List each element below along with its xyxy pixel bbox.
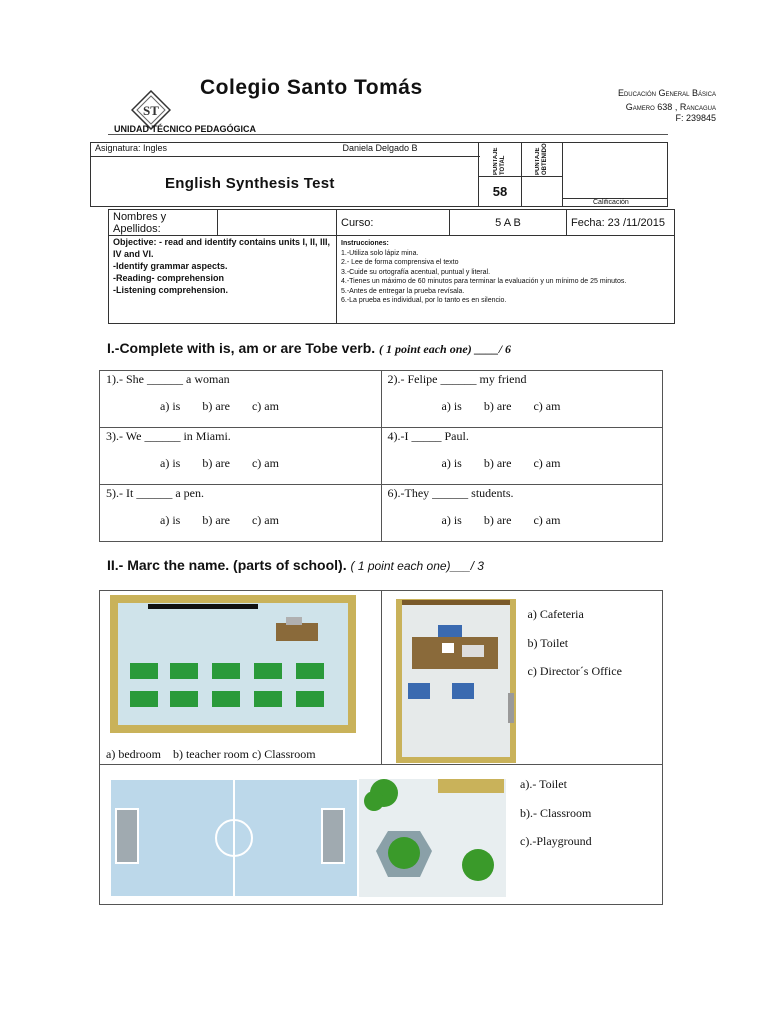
teacher: Daniela Delgado B <box>342 143 418 153</box>
office-picture <box>394 597 518 765</box>
grade-cell <box>563 143 668 207</box>
section1-points: ( 1 point each one) ____/ 6 <box>379 342 512 356</box>
score-obtained-label: PUNTAJE OBTENIDO <box>535 143 548 175</box>
picture-question-2 <box>381 591 663 765</box>
info-table-top <box>90 142 668 207</box>
score-obtained-header <box>522 143 563 177</box>
grade-label: Calificación <box>563 198 667 206</box>
question-3 <box>100 428 382 485</box>
question-5-option-c[interactable]: c) am <box>251 513 279 527</box>
objective-line-2: -Identify grammar aspects. <box>113 261 228 271</box>
question-5-option-b[interactable]: b) are <box>202 513 230 527</box>
score-obtained-value[interactable] <box>522 177 563 207</box>
names-label: Nombres y Apellidos: <box>109 210 218 236</box>
section1-table <box>99 370 663 542</box>
right-info-3: F: 239845 <box>675 113 716 123</box>
date: Fecha: 23 /11/2015 <box>567 210 675 236</box>
header-divider <box>108 134 668 135</box>
question-3-option-c[interactable]: c) am <box>251 456 279 470</box>
question-3-option-b[interactable]: b) are <box>202 456 230 470</box>
section1-heading <box>107 340 511 357</box>
instruction-2: 2.- Lee de forma comprensiva el texto <box>341 259 459 266</box>
question-3-text: 3).- We ______ in Miami. <box>106 429 231 443</box>
section2-heading <box>107 557 484 573</box>
picture-question-3 <box>100 765 663 905</box>
objective-line-4: -Listening comprehension. <box>113 285 229 295</box>
course-label: Curso: <box>337 210 450 236</box>
question-1-option-a[interactable]: a) is <box>160 399 181 413</box>
test-title: English Synthesis Test <box>165 175 335 192</box>
instruction-6: 6.-La prueba es individual, por lo tanto es en silencio. <box>341 297 507 304</box>
classroom-picture <box>108 593 358 737</box>
subject-cell <box>91 143 479 157</box>
instruction-4: 4.-Tienes un máximo de 60 minutos para terminar la evaluación y un mínimo de 25 minutos. <box>341 278 627 285</box>
playground-picture <box>108 773 508 903</box>
question-2 <box>381 371 663 428</box>
question-2-option-a[interactable]: a) is <box>441 399 462 413</box>
question-6-text: 6).-They ______ students. <box>387 486 514 500</box>
info-table-bottom <box>108 209 675 324</box>
course-value: 5 A B <box>450 210 567 236</box>
question-2-option-b[interactable]: b) are <box>483 399 512 413</box>
section2-title: II.- Marc the name. (parts of school). <box>107 557 347 573</box>
question-6-option-a[interactable]: a) is <box>441 513 462 527</box>
objective-cell <box>109 236 337 324</box>
question-2-option-c[interactable]: c) Director´s Office <box>527 664 622 678</box>
question-3-option-a[interactable]: a) is <box>160 456 181 470</box>
question-4-option-b[interactable]: b) are <box>483 456 512 470</box>
question-6-option-c[interactable]: c) am <box>533 513 561 527</box>
question-2-text: 2).- Felipe ______ my friend <box>387 372 527 386</box>
section2-table <box>99 590 663 905</box>
score-total-value: 58 <box>479 177 522 207</box>
question-1-options[interactable]: a) bedroom b) teacher room c) Classroom <box>106 747 316 761</box>
question-6 <box>381 485 663 542</box>
question-6-option-b[interactable]: b) are <box>483 513 512 527</box>
section1-title: I.-Complete with is, am or are Tobe verb. <box>107 340 376 356</box>
question-5 <box>100 485 382 542</box>
question-5-text: 5).- It ______ a pen. <box>106 486 204 500</box>
score-total-label: PUNTAJE TOTAL <box>493 147 506 175</box>
question-3-option-a[interactable]: a).- Toilet <box>520 777 567 791</box>
question-3-option-c[interactable]: c).-Playground <box>520 834 592 848</box>
unit-label: UNIDAD TÉCNICO PEDAGÓGICA <box>114 124 257 134</box>
objective-line-3: -Reading- comprehension <box>113 273 225 283</box>
picture-question-1 <box>100 591 382 765</box>
title-cell <box>91 157 479 207</box>
instructions-cell <box>337 236 675 324</box>
question-3-option-b[interactable]: b).- Classroom <box>520 806 592 820</box>
question-1-text: 1).- She ______ a woman <box>106 372 230 386</box>
question-2-option-a[interactable]: a) Cafeteria <box>527 607 584 621</box>
question-5-option-a[interactable]: a) is <box>160 513 181 527</box>
question-4-option-a[interactable]: a) is <box>441 456 462 470</box>
objective-line-1: Objective: - read and identify contains units I, II, III, IV and VI. <box>113 237 331 259</box>
subject: Asignatura: Ingles <box>95 143 168 153</box>
question-4-text: 4).-I _____ Paul. <box>387 429 469 443</box>
question-1-option-b[interactable]: b) are <box>202 399 230 413</box>
score-total-header <box>479 143 522 177</box>
logo-letter: ST <box>143 103 159 118</box>
question-2-option-c[interactable]: c) am <box>533 399 561 413</box>
names-field[interactable] <box>218 210 337 236</box>
right-info-1: Educación General Básica <box>617 88 716 98</box>
instruction-1: 1.-Utiliza solo lápiz mina. <box>341 249 419 257</box>
instruction-5: 5.-Antes de entregar la prueba revísala. <box>341 287 465 295</box>
right-info-2: Gamero 638 , Rancagua <box>625 102 716 112</box>
question-1-option-c[interactable]: c) am <box>251 399 279 413</box>
section2-points: ( 1 point each one)___/ 3 <box>350 559 484 573</box>
school-name: Colegio Santo Tomás <box>200 76 423 99</box>
question-2-option-b[interactable]: b) Toilet <box>527 636 569 650</box>
question-4-option-c[interactable]: c) am <box>533 456 561 470</box>
question-4 <box>381 428 663 485</box>
instructions-title: Instrucciones: <box>341 240 389 247</box>
question-1 <box>100 371 382 428</box>
instruction-3: 3.-Cuide su ortografía acentual, puntual y literal. <box>341 268 491 276</box>
